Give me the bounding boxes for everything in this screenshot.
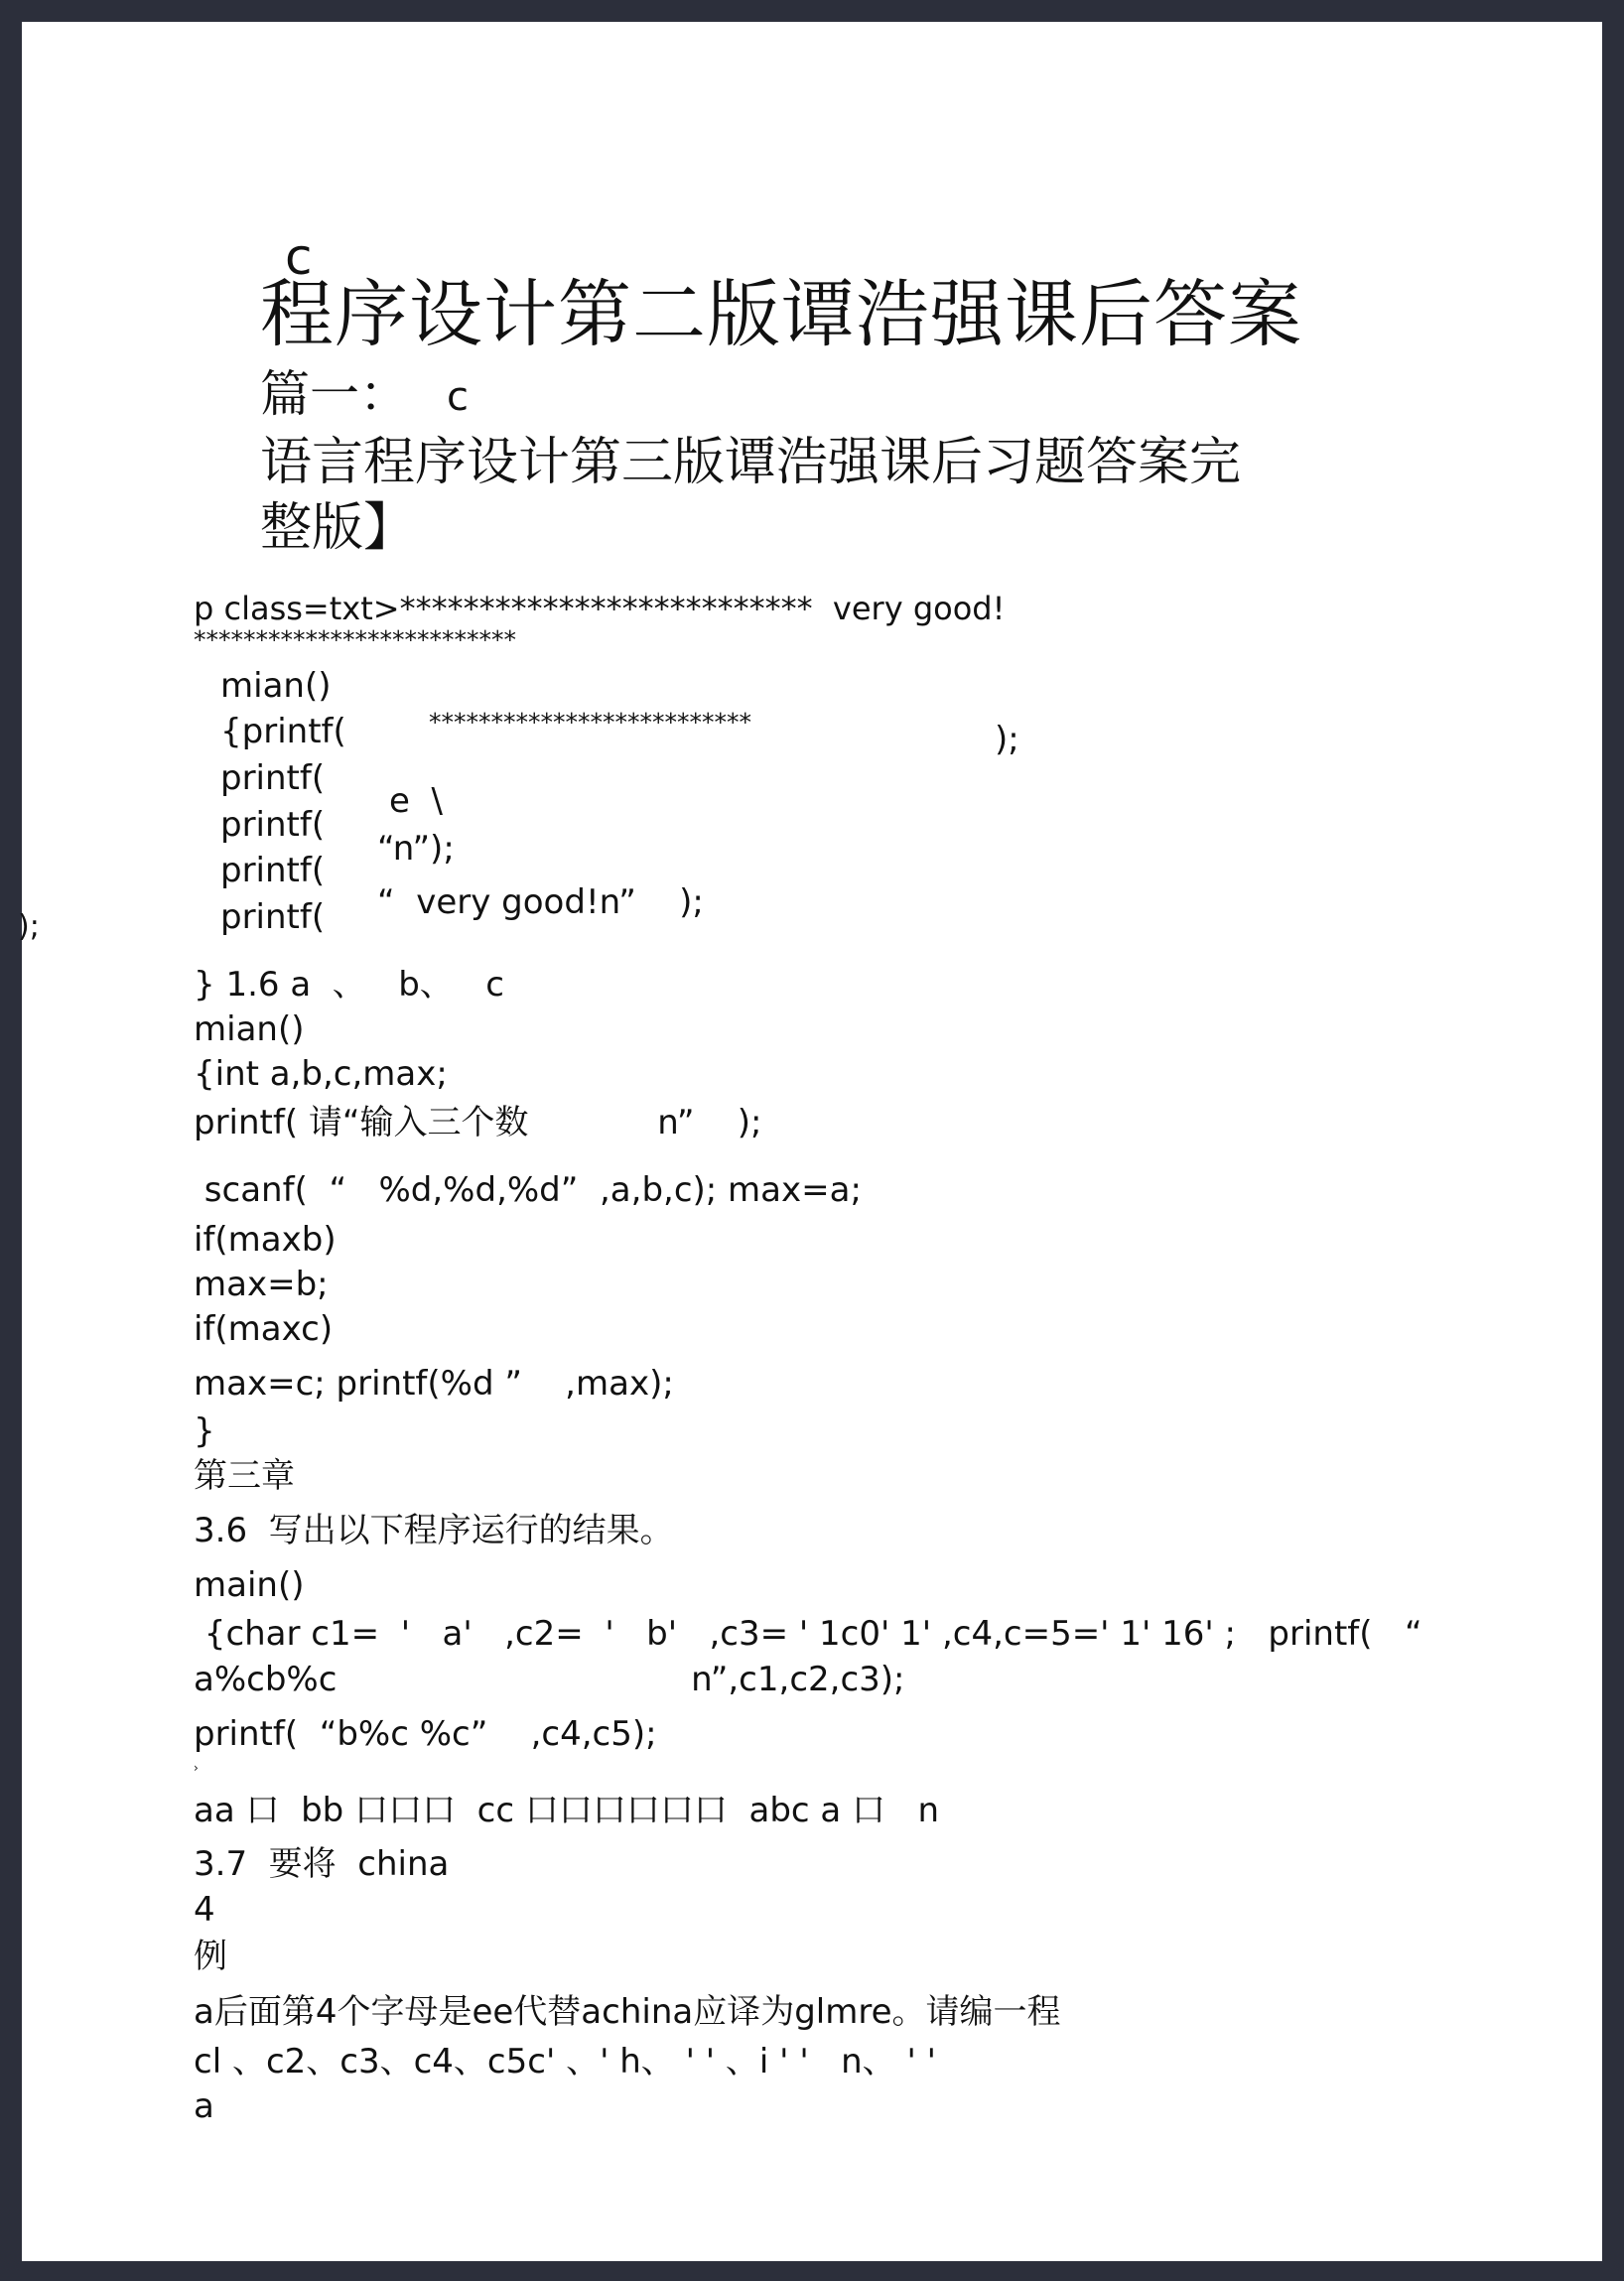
page-title: 程序设计第二版谭浩强课后答案 xyxy=(260,272,1302,357)
heading-line-1: 语言程序设计第三版谭浩强课后习题答案完 xyxy=(260,433,1242,492)
subtitle-label: 篇一： xyxy=(260,365,409,423)
chapter-heading: 第三章 xyxy=(194,1456,295,1496)
code-line: e \ xyxy=(389,781,443,821)
code-line: {int a,b,c,max; xyxy=(194,1054,448,1094)
text-line: cl 、c2、c3、c4、c5c' 、' h、 ' ' 、i ' ' n、 ' ' xyxy=(194,2042,936,2081)
text-line: 4 xyxy=(194,1890,215,1930)
code-line: printf( xyxy=(220,805,326,845)
text-line: 例 xyxy=(194,1937,227,1976)
code-line: a%cb%c n”,c1,c2,c3); xyxy=(194,1660,905,1699)
code-line: if(maxc) xyxy=(194,1309,334,1349)
code-line: max=b; xyxy=(194,1265,329,1304)
code-line: “ very good!n” ); xyxy=(377,882,704,922)
text-line: a xyxy=(194,2086,214,2126)
code-line: } 1.6 a 、 b、 c xyxy=(194,965,504,1005)
output-line: aa 口 bb 口口口 cc 口口口口口口 abc a 口 n xyxy=(194,1791,940,1830)
section-heading: 3.7 要将 china xyxy=(194,1844,450,1884)
code-line: ); xyxy=(995,720,1019,759)
code-line: printf( xyxy=(220,758,326,798)
title-prefix: c xyxy=(285,228,313,286)
code-line: max=c; printf(%d ” ,max); xyxy=(194,1364,674,1404)
heading-line-2: 整版】 xyxy=(260,498,416,558)
code-line: p class=txt>************************** very good! xyxy=(194,590,1006,627)
code-line: main() xyxy=(194,1565,305,1605)
code-line: printf( “b%c %c” ,c4,c5); xyxy=(194,1714,657,1754)
code-line: mian() xyxy=(220,666,332,706)
section-heading: 3.6 写出以下程序运行的结果。 xyxy=(194,1511,674,1550)
code-line: printf( 请“输入三个数 n” ); xyxy=(194,1103,762,1142)
code-line: {printf( xyxy=(220,712,346,751)
code-line: printf( xyxy=(220,897,326,937)
code-line: ************************** xyxy=(194,625,516,654)
code-line: ); xyxy=(18,909,40,944)
code-line: ************************** xyxy=(429,708,751,737)
subtitle-c: c xyxy=(447,374,469,420)
code-line: {char c1= ' a' ,c2= ' b' ,c3= ' 1c0' 1' ,c4,c=5=' 1' 16' ; printf( “ xyxy=(194,1614,1422,1654)
text-line: a后面第4个字母是ee代替achina应译为glmre。请编一程 xyxy=(194,1992,1061,2032)
code-line: printf( xyxy=(220,851,326,890)
code-line: } xyxy=(194,1411,215,1451)
code-line: if(maxb) xyxy=(194,1220,337,1260)
code-line: scanf( “ %d,%d,%d” ,a,b,c); max=a; xyxy=(194,1170,862,1210)
document-page xyxy=(18,22,1602,2261)
code-fragment: › xyxy=(194,1761,199,1775)
code-line: mian() xyxy=(194,1009,305,1049)
code-line: “n”); xyxy=(377,829,455,869)
